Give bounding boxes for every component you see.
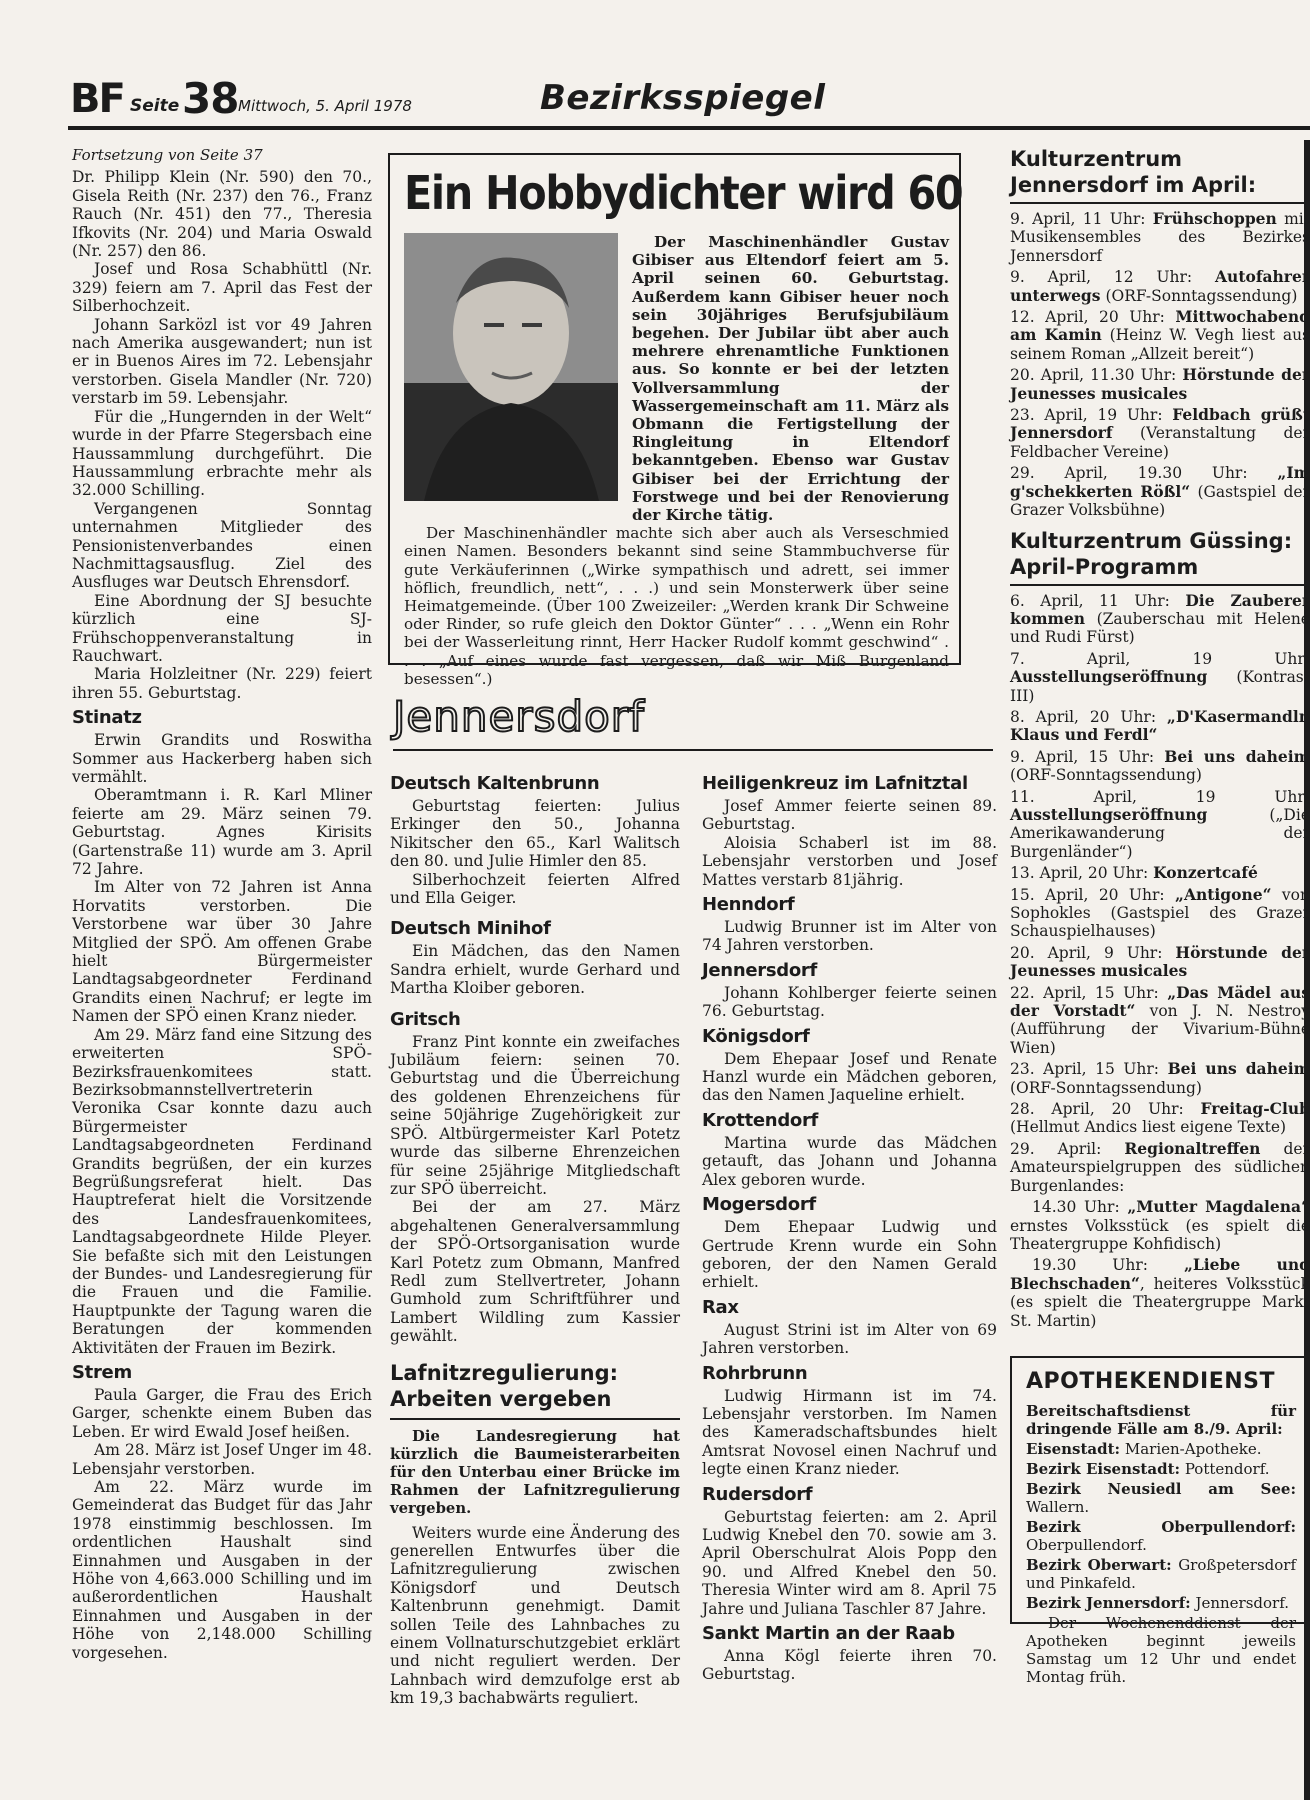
sankt-martin-heading: Sankt Martin an der Raab: [702, 1623, 955, 1644]
paragraph: Paula Garger, die Frau des Erich Garger, schenkte einem Buben das Leben. Er wird Ewald Josef heißen.: [72, 1386, 372, 1441]
event-item: 9. April, 12 Uhr: Autofahrer unterwegs (ORF-Sonntagssendung): [1010, 267, 1310, 305]
event-item: 29. April, 19.30 Uhr: „Im g'schekkerten Rößl“ (Gastspiel der Grazer Volksbühne): [1010, 463, 1310, 520]
paragraph: Ludwig Hirmann ist im 74. Lebensjahr verstorben. Im Namen des Kameradschaftsbundes hielt Amtsrat Novosel einen Nachruf und legte einen Kranz nieder.: [702, 1386, 997, 1479]
paragraph: Für die „Hungernden in der Welt“ wurde in der Pfarre Stegersbach eine Haussammlung durchgeführt. Die Haussammlung erbrachte mehr als 32.000 Schilling.: [72, 407, 372, 500]
paragraph: Josef Ammer feierte seinen 89. Geburtstag.: [702, 797, 997, 834]
pharmacy-line: Bezirk Eisenstadt: Pottendorf.: [1026, 1459, 1270, 1478]
paragraph: Eine Abordnung der SJ besuchte kürzlich eine SJ-Frühschoppenveranstaltung in Rauchwart.: [72, 591, 372, 665]
heiligenkreuz-heading: Heiligenkreuz im Lafnitztal: [702, 773, 968, 794]
paragraph: Am 28. März ist Josef Unger im 48. Lebensjahr verstorben.: [72, 1441, 372, 1478]
paragraph: Franz Pint konnte ein zweifaches Jubiläum feiern: seinen 70. Geburtstag und die Überreichung des goldenen Ehrenzeichens für seine 50jährige Zugehörigkeit zur SPÖ. Altbürgermeister Karl Potetz wurde das silberne Ehrenzeichen für seine 25jährige Mitgliedschaft zur SPÖ überreicht.: [390, 1032, 680, 1198]
intro-text: [72, 168, 372, 702]
kulturzentrum-jennersdorf-heading: Kulturzentrum Jennersdorf im April:: [1010, 146, 1310, 204]
portrait-photo: [404, 233, 618, 501]
strem-heading: Strem: [72, 1362, 132, 1383]
banner-rule: [393, 749, 993, 751]
pharmacy-box: [1010, 1356, 1310, 1686]
paragraph: Vergangenen Sonntag unternahmen Mitglieder des Pensionistenverbandes einen Nachmittagsausflug. Ziel des Ausfluges war Deutsch Ehrensdorf.: [72, 499, 372, 592]
deutsch-minihof-heading: Deutsch Minihof: [390, 918, 551, 940]
event-item: 22. April, 15 Uhr: „Das Mädel aus der Vorstadt“ von J. N. Nestroy (Aufführung der Vivarium-Bühne Wien): [1010, 982, 1310, 1057]
paragraph: Dr. Philipp Klein (Nr. 590) den 70., Gisela Reith (Nr. 237) den 76., Franz Rauch (Nr. 451) den 77., Theresia Ifkovits (Nr. 204) und Maria Oswald (Nr. 257) den 86.: [72, 168, 372, 261]
page-label: Seite: [130, 96, 180, 116]
paragraph: Ein Mädchen, das den Namen Sandra erhielt, wurde Gerhard und Martha Kloiber geboren.: [390, 942, 680, 998]
paragraph: Im Alter von 72 Jahren ist Anna Horvatits verstorben. Die Verstorbene war über 30 Jahre Mitglied der SPÖ. Am offenen Grabe hielt Bürgermeister Landtagsabgeordneter Ferdinand Grandits einen Nachruf; er legte im Namen der SPÖ einen Kranz nieder.: [72, 878, 372, 1026]
paragraph: Anna Kögl feierte ihren 70. Geburtstag.: [702, 1647, 997, 1684]
feature-lead: Der Maschinenhändler Gustav Gibiser aus Eltendorf feiert am 5. April seinen 60. Geburtstag. Außerdem kann Gibiser heuer noch sein 30jähriges Berufsjubiläum begehen. Der Jubilar übt aber auch mehrere ehrenamtliche Funktionen aus. So konnte er bei der letzten Vollversammlung der Wassergemeinschaft am 11. März als Obmann die Fertigstellung der Ringleitung in Eltendorf bekanntgeben. Ebenso war Gustav Gibiser bei der Errichtung der Forstwege und bei der Renovierung der Kirche tätig.: [632, 233, 949, 525]
pharmacy-line: Bezirk Neusiedl am See: Wallern.: [1026, 1479, 1296, 1516]
paragraph: Am 29. März fand eine Sitzung des erweiterten SPÖ-Bezirksfrauenkomitees statt. Bezirksobmannstellvertreterin Veronika Csar konnte dazu auch Bürgermeister Landtagsabgeordneten Ferdinand Grandits begrüßen, der ein kurzes Begrüßungsreferat hielt. Das Hauptreferat hielt die Vorsitzende des Landesfrauenkomitees, Landtagsabgeordnete Hilde Pleyer. Sie befaßte sich mit den Leistungen der Bundes- und Landesregierung für die Frauen und die Familie. Hauptpunkte der Tagung waren die Beratungen der kommenden Aktivitäten der Frauen im Bezirk.: [72, 1025, 372, 1357]
column-middle-right: [702, 768, 997, 1684]
event-item: 11. April, 19 Uhr: Ausstellungseröffnung („Die Amerikawanderung der Burgenländer“): [1010, 787, 1310, 861]
masthead-rule: [68, 126, 1310, 130]
paragraph: Erwin Grandits und Roswitha Sommer aus Hackerberg haben sich vermählt.: [72, 731, 372, 786]
pharmacy-line: Eisenstadt: Marien-Apotheke.: [1026, 1439, 1262, 1458]
koenigsdorf-heading: Königsdorf: [702, 1025, 810, 1047]
event-item: 9. April, 11 Uhr: Frühschoppen mit Musikensembles des Bezirkes Jennersdorf: [1010, 209, 1310, 265]
event-item: 9. April, 15 Uhr: Bei uns daheim (ORF-Sonntagssendung): [1010, 746, 1310, 785]
lafnitz-body: Weiters wurde eine Änderung des generellen Entwurfes über die Lafnitzregulierung zwischen Königsdorf und Deutsch Kaltenbrunn genehmigt. Damit sollen Teile des Lahnbaches zu einem Vollnaturschutzgebiet erklärt und nicht reguliert werden. Der Lahnbach wird demzufolge erst ab km 19,3 bachabwärts reguliert.: [390, 1523, 680, 1708]
stinatz-heading: Stinatz: [72, 707, 142, 729]
continued-note: Fortsetzung von Seite 37: [72, 146, 263, 164]
paragraph: Geburtstag feierten: am 2. April Ludwig Knebel den 70. sowie am 3. April Oberschulrat Alois Popp den 90. und Alfred Knebel den 50. Theresia Winter wird am 8. April 75 Jahre und Juliana Taschler 87 Jahre.: [702, 1507, 997, 1618]
feature-headline: Ein Hobbydichter wird 60: [404, 166, 963, 220]
paragraph: Bei der am 27. März abgehaltenen Generalversammlung der SPÖ-Ortsorganisation wurde Karl Potetz zum Obmann, Manfred Redl zum Stellvertreter, Johann Gumhold zum Schriftführer und Lambert Wildling zum Kassier gewählt.: [390, 1198, 680, 1346]
event-item: 8. April, 20 Uhr: „D'Kasermandln Klaus und Ferdl“: [1010, 706, 1310, 745]
event-item: 29. April: Regionaltreffen der Amateurspielgruppen des südlichen Burgenlandes:: [1010, 1138, 1310, 1195]
paragraph: Am 22. März wurde im Gemeinderat das Budget für das Jahr 1978 einstimmig beschlossen. Im ordentlichen Haushalt sind Einnahmen und Ausgaben in der Höhe von 4,663.000 Schilling und im außerordentlichen Haushalt Einnahmen und Ausgaben in der Höhe von 2,148.000 Schilling vorgesehen.: [72, 1478, 372, 1662]
event-item: 15. April, 20 Uhr: „Antigone“ von Sophokles (Gastspiel des Grazer Schauspielhauses): [1010, 884, 1310, 941]
paragraph: August Strini ist im Alter von 69 Jahren verstorben.: [702, 1320, 997, 1358]
henndorf-heading: Henndorf: [702, 894, 795, 916]
rudersdorf-heading: Rudersdorf: [702, 1483, 813, 1505]
newspaper-logo: BF: [70, 76, 124, 122]
event-item: 23. April, 19 Uhr: Feldbach grüßt Jennersdorf (Veranstaltung der Feldbacher Vereine): [1010, 405, 1310, 461]
rohrbrunn-heading: Rohrbrunn: [702, 1362, 808, 1384]
event-item: 12. April, 20 Uhr: Mittwochabend am Kamin (Heinz W. Vegh liest aus seinem Roman „Allzeit bereit“): [1010, 307, 1310, 363]
event-item: 7. April, 19 Uhr: Ausstellungseröffnung (Kontrast III): [1010, 649, 1310, 705]
feature-body: Der Maschinenhändler machte sich aber auch als Verseschmied einen Namen. Besonders bekannt sind seine Stammbuchverse für gute Verkäuferinnen („Wirke sympathisch und adrett, sei immer höflich, freundlich, nett“, . . .) und sein Monsterwerk über seine Heimatgemeinde. (Über 100 Zweizeiler: „Werden krank Dir Schweine oder Rinder, so rufe gleich den Doktor Günter“ . . . „Wenn ein Rohr bei der Wasserleitung rinnt, Herr Hacker Rudolf kommt geschwind“ . . . „Auf eines wurde fast vergessen, daß wir Miß Burgenland besessen“.): [404, 524, 949, 688]
paragraph: Martina wurde das Mädchen getauft, das Johann und Johanna Alex geboren wurde.: [702, 1133, 997, 1189]
event-item: 14.30 Uhr: „Mutter Magdalena“ ernstes Volksstück (es spielt die Theatergruppe Kohfidisch): [1010, 1197, 1310, 1253]
gritsch-heading: Gritsch: [390, 1008, 461, 1030]
event-item: 6. April, 11 Uhr: Die Zauberer kommen (Zauberschau mit Helene und Rudi Fürst): [1010, 590, 1310, 647]
krottendorf-heading: Krottendorf: [702, 1109, 819, 1131]
column-left: [72, 146, 372, 1662]
guessing-events: [1010, 592, 1310, 1330]
pharmacy-line: Bezirk Oberpullendorf: Oberpullendorf.: [1026, 1517, 1296, 1554]
banner-title: Jennersdorf: [393, 692, 645, 741]
paragraph: Johann Sarközl ist vor 49 Jahren nach Amerika ausgewandert; nun ist er in Buenos Aires im 72. Lebensjahr verstorben. Gisela Mandler (Nr. 720) verstarb im 59. Lebensjahr.: [72, 315, 372, 408]
event-item: 20. April, 11.30 Uhr: Hörstunde der Jeunesses musicales: [1010, 365, 1310, 403]
jennersdorf-events: [1010, 210, 1310, 520]
paragraph: Geburtstag feierten: Julius Erkinger den 50., Johanna Nikitscher den 65., Karl Walitsch den 80. und Julie Himler den 85.: [390, 797, 680, 871]
masthead: [70, 70, 1310, 130]
pharmacy-line: Bereitschaftsdienst für dringende Fälle am 8./9. April:: [1026, 1401, 1296, 1438]
section-banner: [393, 692, 993, 752]
pharmacy-title: APOTHEKENDIENST: [1026, 1368, 1276, 1394]
kulturzentrum-guessing-heading: Kulturzentrum Güssing: April-Programm: [1010, 528, 1310, 586]
paragraph: Aloisia Schaberl ist im 88. Lebensjahr verstorben und Josef Mattes verstarb 81jährig.: [702, 833, 997, 889]
paragraph: Dem Ehepaar Ludwig und Gertrude Krenn wurde ein Sohn geboren, der den Namen Gerald erhielt.: [702, 1218, 997, 1292]
paragraph: Johann Kohlberger feierte seinen 76. Geburtstag.: [702, 983, 997, 1021]
page-number: 38: [182, 74, 239, 123]
lafnitz-heading: Lafnitzregulierung: Arbeiten vergeben: [390, 1360, 619, 1411]
event-item: 23. April, 15 Uhr: Bei uns daheim (ORF-Sonntagssendung): [1010, 1059, 1310, 1097]
column-right: [1010, 146, 1310, 1686]
mogersdorf-heading: Mogersdorf: [702, 1194, 816, 1216]
event-item: 28. April, 20 Uhr: Freitag-Club (Hellmut Andics liest eigene Texte): [1010, 1099, 1310, 1137]
rax-heading: Rax: [702, 1296, 739, 1318]
deutsch-kaltenbrunn-heading: Deutsch Kaltenbrunn: [390, 773, 600, 794]
issue-date: Mittwoch, 5. April 1978: [238, 97, 412, 115]
paragraph: Ludwig Brunner ist im Alter von 74 Jahren verstorben.: [702, 918, 997, 955]
pharmacy-line: Bezirk Oberwart: Großpetersdorf und Pinkafeld.: [1026, 1555, 1296, 1592]
pharmacy-line: Bezirk Jennersdorf: Jennersdorf.: [1026, 1593, 1290, 1612]
event-item: 13. April, 20 Uhr: Konzertcafé: [1010, 863, 1258, 883]
paragraph: Dem Ehepaar Josef und Renate Hanzl wurde ein Mädchen geboren, das den Namen Jaqueline erhielt.: [702, 1049, 997, 1105]
paragraph: Silberhochzeit feierten Alfred und Ella Geiger.: [390, 870, 680, 908]
paragraph: Oberamtmann i. R. Karl Mliner feierte am 29. März seinen 79. Geburtstag. Agnes Kirisits (Gartenstraße 11) wurde am 3. April 72 Jahre.: [72, 786, 372, 879]
event-item: 19.30 Uhr: „Liebe und Blechschaden“, heiteres Volksstück (es spielt die Theatergruppe Markt St. Martin): [1010, 1255, 1310, 1330]
feature-article: [388, 153, 963, 688]
paragraph: Maria Holzleitner (Nr. 229) feiert ihren 55. Geburtstag.: [72, 665, 372, 702]
pharmacy-footer: Der Wochenenddienst der Apotheken beginnt jeweils Samstag um 12 Uhr und endet Montag früh.: [1026, 1613, 1296, 1686]
event-item: 20. April, 9 Uhr: Hörstunde der Jeunesses musicales: [1010, 942, 1310, 981]
lafnitz-lead: Die Landesregierung hat kürzlich die Baumeisterarbeiten für den Unterbau einer Brücke im Rahmen der Lafnitzregulierung vergeben.: [390, 1418, 680, 1518]
paragraph: Josef und Rosa Schabhüttl (Nr. 329) feiern am 7. April das Fest der Silberhochzeit.: [72, 260, 372, 316]
column-middle-left: [390, 768, 680, 1708]
section-title: Bezirksspiegel: [540, 78, 826, 118]
jennersdorf-heading: Jennersdorf: [702, 959, 817, 981]
